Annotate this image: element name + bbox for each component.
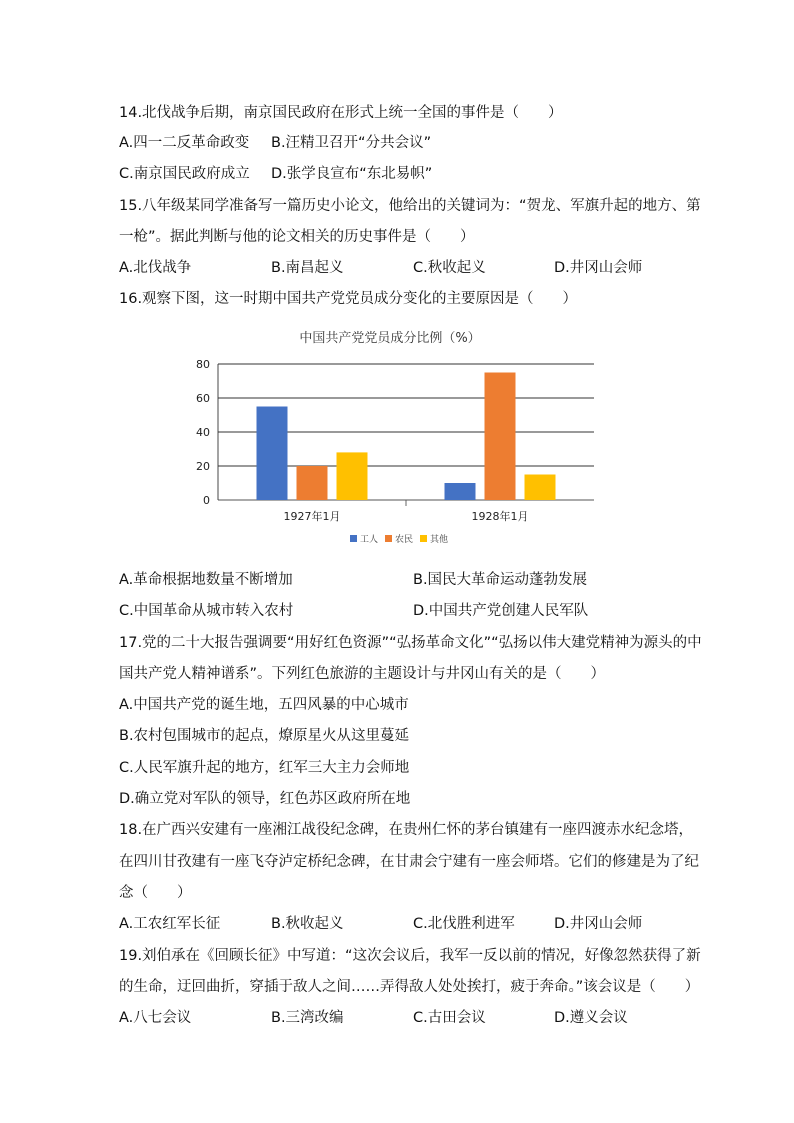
q15-option-c: C.秋收起义 xyxy=(413,260,486,276)
q17-option-d: D.确立党对军队的领导，红色苏区政府所在地 xyxy=(119,791,411,807)
legend-swatch-农民 xyxy=(385,535,392,542)
q19-option-b: B.三湾改编 xyxy=(271,1010,344,1026)
q18-option-b: B.秋收起义 xyxy=(271,916,344,932)
legend-swatch-工人 xyxy=(350,535,357,542)
q16-option-d: D.中国共产党创建人民军队 xyxy=(413,603,589,619)
q17-option-c: C.人民军旗升起的地方，红军三大主力会师地 xyxy=(119,760,410,776)
y-tick-label-20: 20 xyxy=(196,460,210,473)
q19-stem-line2: 的生命，迂回曲折，穿插于敌人之间……弄得敌人处处挨打，疲于奔命。”该会议是（ ） xyxy=(119,979,700,995)
q18-stem-line1: 18.在广西兴安建有一座湘江战役纪念碑，在贵州仁怀的茅台镇建有一座四渡赤水纪念塔， xyxy=(119,822,694,838)
q15-stem-line2: 一枪”。据此判断与他的论文相关的历史事件是（ ） xyxy=(119,229,475,245)
q14-option-d: D.张学良宣布“东北易帜” xyxy=(271,166,433,182)
q16-stem: 16.观察下图，这一时期中国共产党党员成分变化的主要原因是（ ） xyxy=(119,291,578,307)
q17-option-b: B.农村包围城市的起点，燎原星火从这里蔓延 xyxy=(119,728,410,744)
q16-option-b: B.国民大革命运动蓬勃发展 xyxy=(413,572,588,588)
legend-label-工人: 工人 xyxy=(360,535,379,545)
bar-其他-1928年1月 xyxy=(525,475,556,501)
bar-其他-1927年1月 xyxy=(337,452,368,500)
x-tick-label-1928年1月: 1928年1月 xyxy=(471,510,529,523)
q19-option-a: A.八七会议 xyxy=(119,1010,192,1026)
q15-option-b: B.南昌起义 xyxy=(271,260,344,276)
q18-stem-line2: 在四川甘孜建有一座飞夺泸定桥纪念碑，在甘肃会宁建有一座会师塔。它们的修建是为了纪 xyxy=(119,854,699,870)
bar-农民-1928年1月 xyxy=(485,373,516,501)
q18-option-a: A.工农红军长征 xyxy=(119,916,221,932)
q14-option-b: B.汪精卫召开“分共会议” xyxy=(271,135,432,151)
q19-option-c: C.古田会议 xyxy=(413,1010,486,1026)
bar-工人-1927年1月 xyxy=(257,407,288,501)
q17-stem-line2: 国共产党人精神谱系”。下列红色旅游的主题设计与井冈山有关的是（ ） xyxy=(119,666,606,682)
x-tick-label-1927年1月: 1927年1月 xyxy=(283,510,341,523)
y-tick-label-0: 0 xyxy=(203,494,210,507)
q18-stem-line3: 念（ ） xyxy=(119,885,192,901)
q14-stem: 14.北伐战争后期，南京国民政府在形式上统一全国的事件是（ ） xyxy=(119,105,563,121)
q14-option-c: C.南京国民政府成立 xyxy=(119,166,250,182)
q15-stem-line1: 15.八年级某同学准备写一篇历史小论文，他给出的关键词为：“贺龙、军旗升起的地方、第 xyxy=(119,198,701,214)
q17-option-a: A.中国共产党的诞生地，五四风暴的中心城市 xyxy=(119,697,409,713)
y-tick-label-40: 40 xyxy=(196,426,210,439)
q15-option-a: A.北伐战争 xyxy=(119,260,192,276)
q16-option-a: A.革命根据地数量不断增加 xyxy=(119,572,293,588)
q18-option-d: D.井冈山会师 xyxy=(554,916,643,932)
bar-农民-1927年1月 xyxy=(297,466,328,500)
chart-title: 中国共产党党员成分比例（%） xyxy=(299,331,481,346)
bar-工人-1928年1月 xyxy=(445,483,476,500)
q19-option-d: D.遵义会议 xyxy=(554,1010,628,1026)
legend-swatch-其他 xyxy=(420,535,427,542)
q14-option-a: A.四一二反革命政变 xyxy=(119,135,250,151)
q19-stem-line1: 19.刘伯承在《回顾长征》中写道：“这次会议后，我军一反以前的情况，好像忽然获得了新 xyxy=(119,948,701,964)
y-tick-label-60: 60 xyxy=(196,392,210,405)
q15-option-d: D.井冈山会师 xyxy=(554,260,643,276)
q18-option-c: C.北伐胜利进军 xyxy=(413,916,515,932)
legend-label-其他: 其他 xyxy=(430,535,449,545)
q17-stem-line1: 17.党的二十大报告强调要“用好红色资源”“弘扬革命文化”“弘扬以伟大建党精神为源头的中 xyxy=(119,635,702,651)
legend-label-农民: 农民 xyxy=(395,535,414,545)
y-tick-label-80: 80 xyxy=(196,358,210,371)
party-composition-chart xyxy=(170,318,610,558)
q16-option-c: C.中国革命从城市转入农村 xyxy=(119,603,294,619)
